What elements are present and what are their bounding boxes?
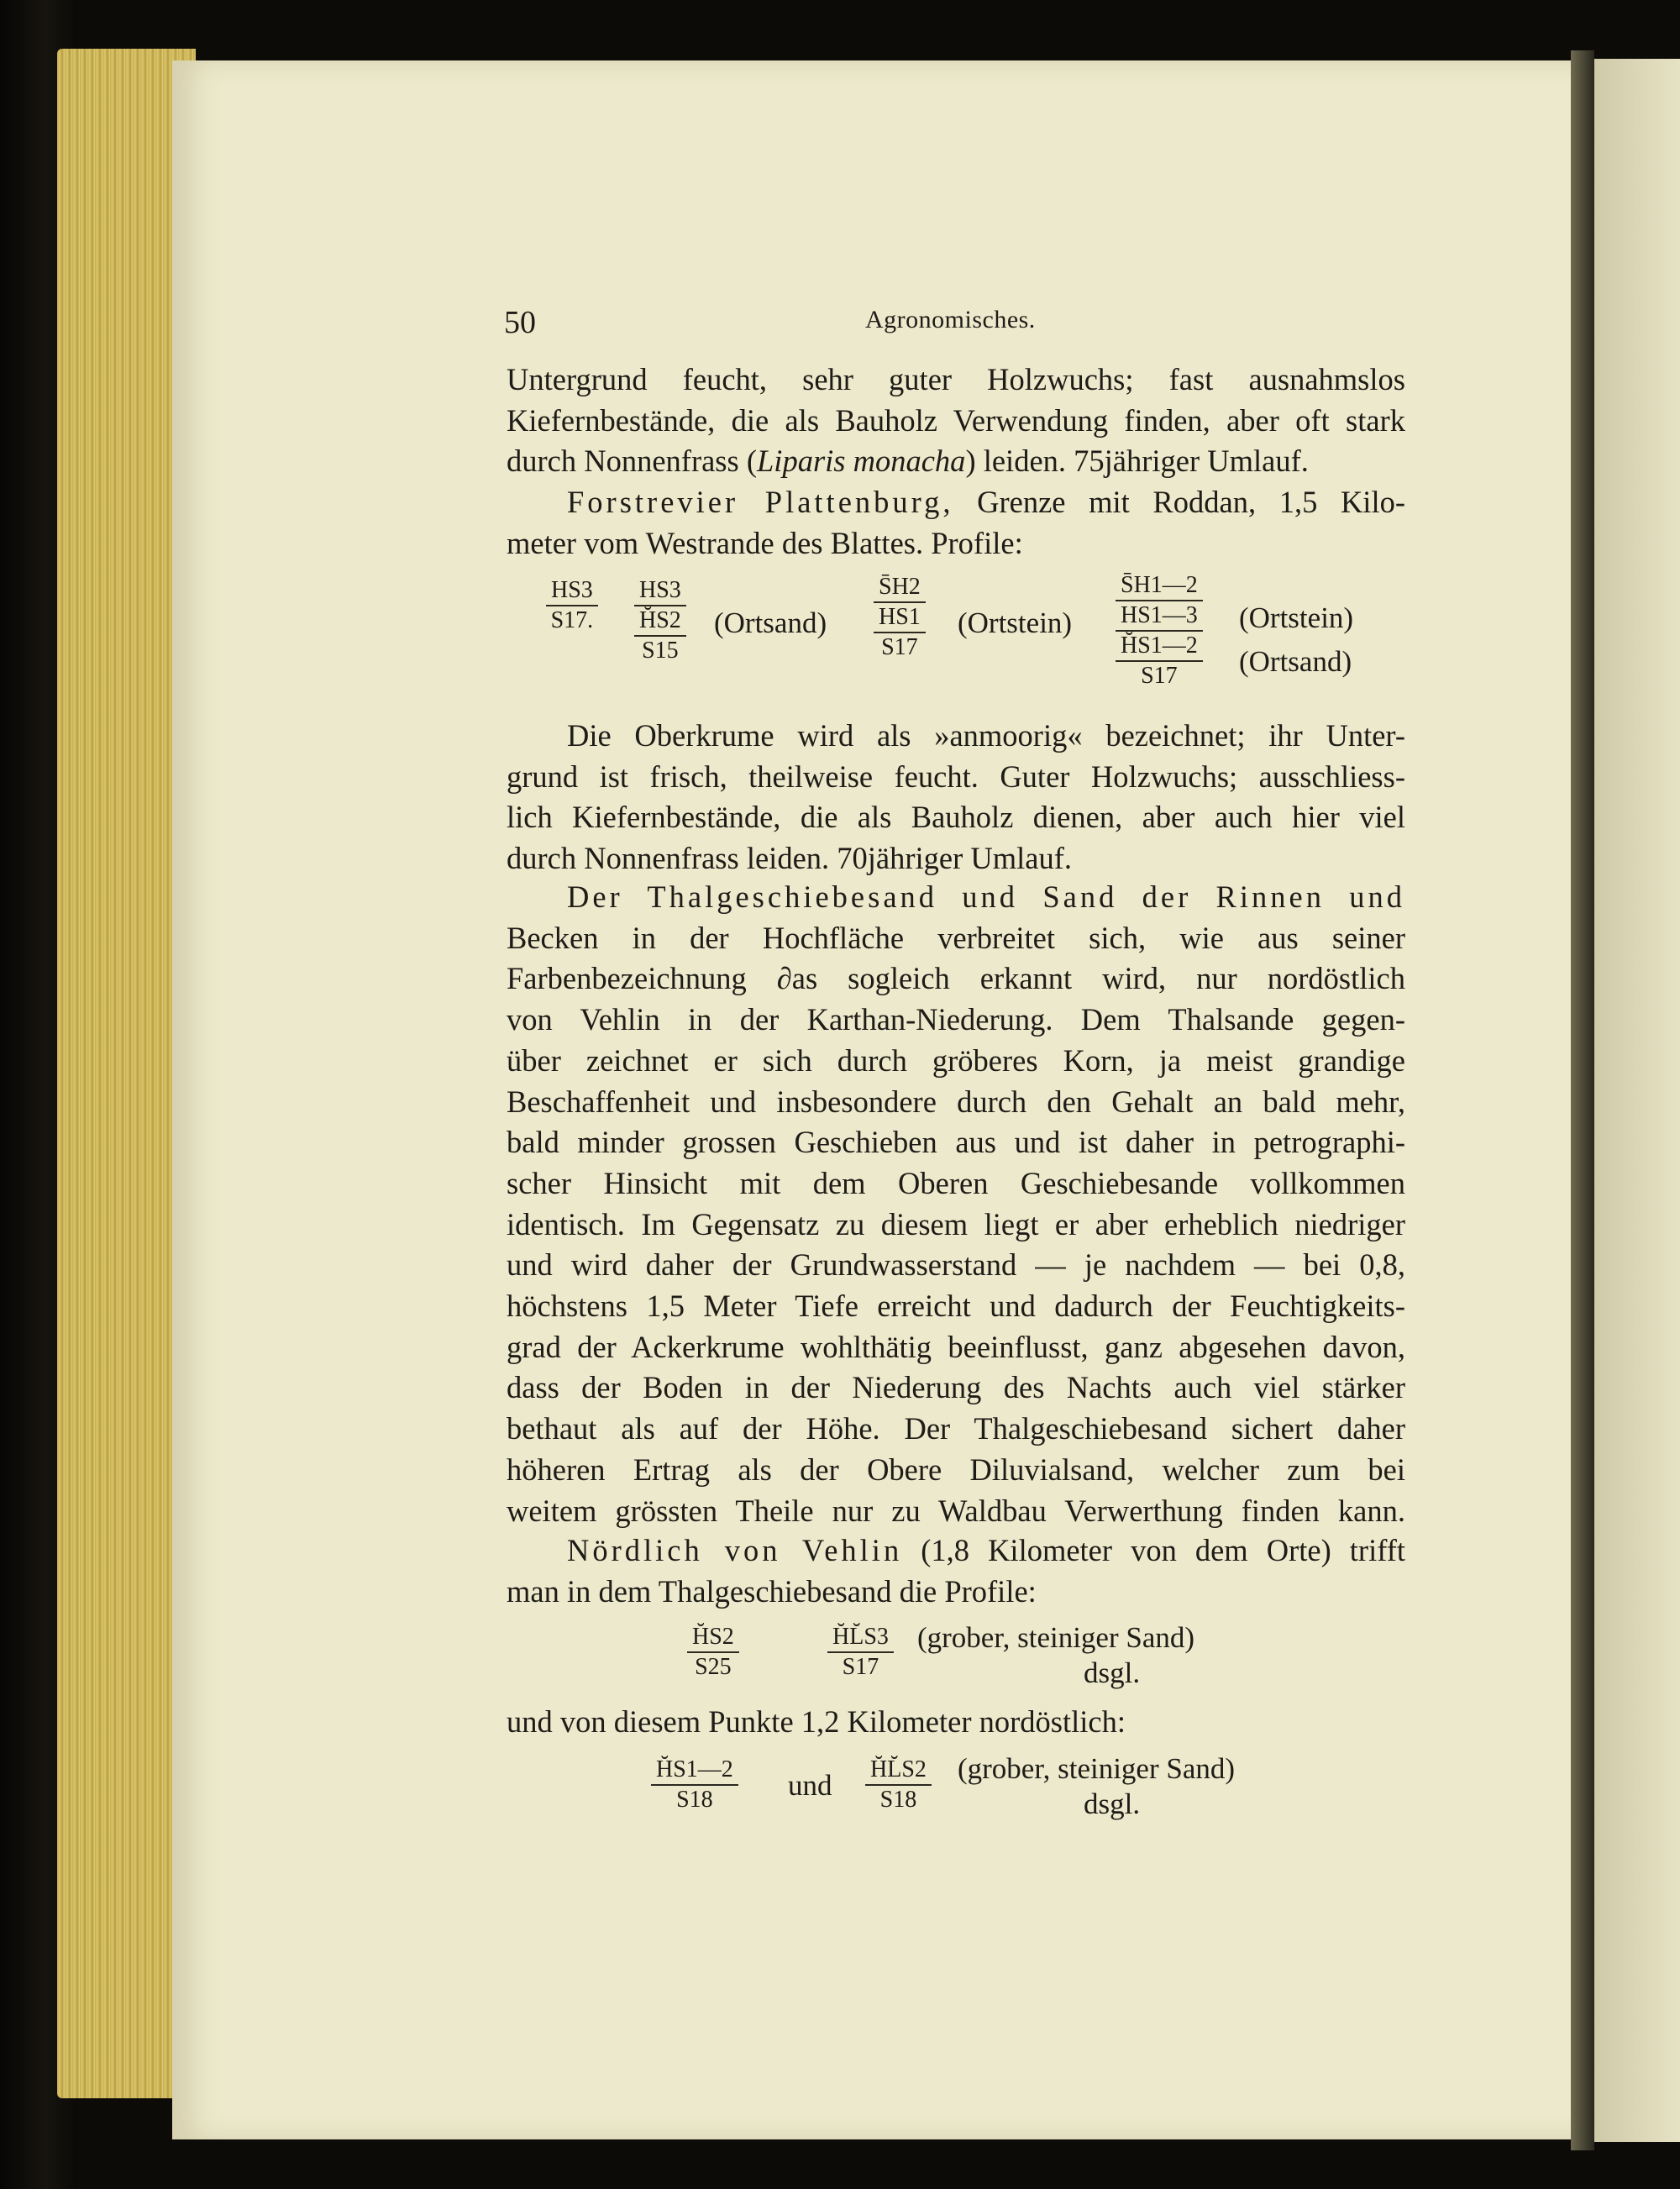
text-line: über zeichnet er sich durch gröberes Korn, ja meist grandige xyxy=(507,1042,1405,1078)
profile-sub-label: dsgl. xyxy=(1084,1787,1141,1820)
profile-label: (grober, steiniger Sand) xyxy=(958,1752,1236,1785)
profile-label: (grober, steiniger Sand) xyxy=(917,1621,1195,1654)
profile-fraction: S̄H1—2 HS1—3 H̆S1—2 S17 xyxy=(1116,571,1203,690)
profile-label: (Ortstein) xyxy=(958,606,1073,639)
text-line: grund ist frisch, theilweise feucht. Guter Holzwuchs; ausschliess- xyxy=(507,759,1405,794)
profile-label: (Ortsand) xyxy=(1239,645,1352,678)
profile-fraction: $\frac{HS3}{S17.}$ xyxy=(546,576,598,635)
text-line: durch Nonnenfrass leiden. 70jähriger Umlauf. xyxy=(507,841,1073,876)
text-line: lich Kiefernbestände, die als Bauholz dienen, aber auch hier viel xyxy=(507,800,1405,835)
text-line: höheren Ertrag als der Obere Diluvialsand, welcher zum bei xyxy=(507,1451,1405,1487)
gutter xyxy=(1571,50,1594,2150)
text-line: Forstrevier Plattenburg, Grenze mit Roddan, 1,5 Kilo- xyxy=(567,485,1405,519)
paragraph-6 xyxy=(507,1702,1405,1743)
profile-fraction: $\frac{H̆S1—2}{S18}$ xyxy=(651,1756,738,1814)
text-line: von Vehlin in der Karthan-Niederung. Dem Thalsande gegen- xyxy=(507,1002,1405,1037)
text-line: identisch. Im Gegensatz zu diesem liegt er aber erheblich niedriger xyxy=(507,1206,1405,1241)
text-line: Becken in der Hochfläche verbreitet sich, wie aus seiner xyxy=(507,920,1405,955)
text-line: Der Thalgeschiebesand und Sand der Rinnen und xyxy=(567,879,1405,914)
text-line: Untergrund feucht, sehr guter Holzwuchs; fast ausnahmslos xyxy=(507,362,1405,396)
running-title: Agronomisches. xyxy=(865,306,1036,333)
page-number: 50 xyxy=(504,305,536,340)
paragraph-4 xyxy=(507,877,1405,1531)
profile-fraction: $\frac{H̆L̆S2}{S18}$ xyxy=(865,1756,932,1814)
profile-label: (Ortstein) xyxy=(1239,601,1354,634)
paragraph-5 xyxy=(507,1530,1405,1612)
profile-fraction: $\frac{H̆S2}{S25}$ xyxy=(687,1623,739,1682)
text-line: und von diesem Punkte 1,2 Kilometer nordöstlich: xyxy=(507,1704,1126,1739)
text-line: höchstens 1,5 Meter Tiefe erreicht und dadurch der Feuchtigkeits- xyxy=(507,1289,1405,1324)
paragraph-2 xyxy=(507,482,1405,564)
text-line: meter vom Westrande des Blattes. Profile: xyxy=(507,525,1023,560)
text-line: Kiefernbestände, die als Bauholz Verwendung finden, aber oft stark xyxy=(507,402,1405,438)
text-line: Beschaffenheit und insbesondere durch den Gehalt an bald mehr, xyxy=(507,1084,1405,1119)
text-line: weitem grössten Theile nur zu Waldbau Verwerthung finden kann. xyxy=(507,1493,1405,1528)
text-line: bethaut als auf der Höhe. Der Thalgeschiebesand sichert daher xyxy=(507,1411,1405,1446)
profile-fraction: $\frac{H̆L̆S3}{S17}$ xyxy=(827,1623,894,1682)
profile-fraction: S̄H2 HS1 S17 xyxy=(874,573,926,662)
spaced-heading: Nördlich von Vehlin xyxy=(567,1533,903,1567)
text-line: bald minder grossen Geschieben aus und ist daher in petrographi- xyxy=(507,1125,1405,1160)
text-line: Die Oberkrume wird als »anmoorig« bezeichnet; ihr Unter- xyxy=(567,718,1405,753)
text-line: scher Hinsicht mit dem Oberen Geschiebesande vollkommen xyxy=(507,1165,1405,1200)
text-line: grad der Ackerkrume wohlthätig beeinflusst, ganz abgesehen davon, xyxy=(507,1329,1405,1364)
spaced-heading: Forstrevier Plattenburg, xyxy=(567,485,954,519)
profile-label: (Ortsand) xyxy=(714,606,827,639)
conjunction: und xyxy=(788,1769,832,1802)
text-line: und wird daher der Grundwasserstand — je nachdem — bei 0,8, xyxy=(507,1247,1405,1283)
text-line: Farbenbezeichnung ∂as sogleich erkannt wird, nur nordöstlich xyxy=(507,961,1405,996)
profile-sub-label: dsgl. xyxy=(1084,1656,1141,1689)
text-line: man in dem Thalgeschiebesand die Profile: xyxy=(507,1573,1037,1609)
next-page-edge xyxy=(1594,59,1680,2142)
species-name: Liparis monacha xyxy=(757,444,966,479)
paragraph-3 xyxy=(507,716,1405,879)
text-line: durch Nonnenfrass (Liparis monacha) leiden. 75jähriger Umlauf. xyxy=(507,444,1309,479)
text-line: dass der Boden in der Niederung des Nachts auch viel stärker xyxy=(507,1370,1405,1405)
profile-fraction: HS3 H̆S2 S15 xyxy=(634,576,686,665)
text-line: Nördlich von Vehlin (1,8 Kilometer von dem Orte) trifft xyxy=(567,1533,1406,1567)
paragraph-1 xyxy=(507,360,1405,482)
